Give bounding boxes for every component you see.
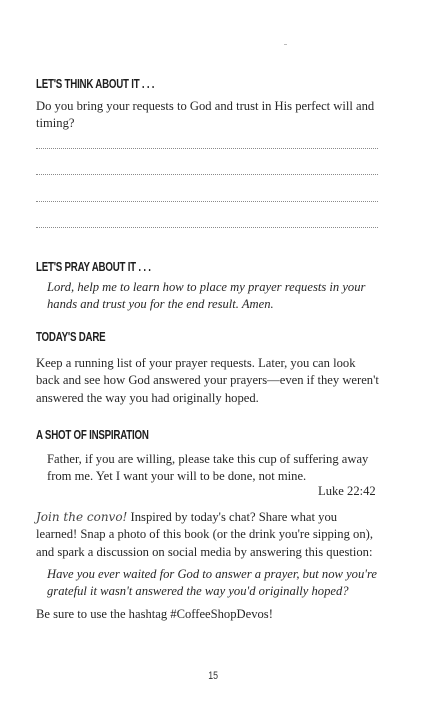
think-question: Do you bring your requests to God and trust in His perfect will and timing? bbox=[36, 99, 375, 131]
prayer-text: Lord, help me to learn how to place my prayer requests in your hands and trust you for the end result. Amen. bbox=[47, 280, 366, 312]
answer-line-3[interactable] bbox=[36, 201, 378, 202]
inspiration-heading: A SHOT OF INSPIRATION bbox=[36, 428, 149, 442]
answer-line-4[interactable] bbox=[36, 227, 378, 228]
answer-line-2[interactable] bbox=[36, 174, 378, 175]
think-heading: LET'S THINK ABOUT IT . . . bbox=[36, 77, 155, 91]
dare-text: Keep a running list of your prayer requests. Later, you can look back and see how God answered your prayers—even if they weren't answered the way you had originally hoped. bbox=[36, 356, 379, 405]
page-number: 15 bbox=[208, 670, 219, 682]
hashtag-line: Be sure to use the hashtag #CoffeeShopDevos! bbox=[36, 607, 273, 621]
convo-intro: Inspired by today's chat? Share what you learned! Snap a photo of this book (or the drink you're sipping on), and spark a discussion on social media by answering this question: bbox=[36, 510, 373, 559]
pray-heading: LET'S PRAY ABOUT IT . . . bbox=[36, 260, 151, 274]
answer-line-1[interactable] bbox=[36, 148, 378, 149]
inspiration-quote: Father, if you are willing, please take this cup of suffering away from me. Yet I want your will to be done, not mine. bbox=[47, 452, 369, 484]
print-speck bbox=[284, 44, 287, 45]
dare-heading: TODAY'S DARE bbox=[36, 330, 106, 344]
scripture-reference: Luke 22:42 bbox=[318, 484, 376, 498]
join-the-convo-label: Join the convo! bbox=[36, 510, 128, 524]
convo-question: Have you ever waited for God to answer a prayer, but now you're grateful it wasn't answered the way you'd originally hoped? bbox=[47, 567, 377, 599]
convo-intro-block bbox=[36, 509, 381, 561]
